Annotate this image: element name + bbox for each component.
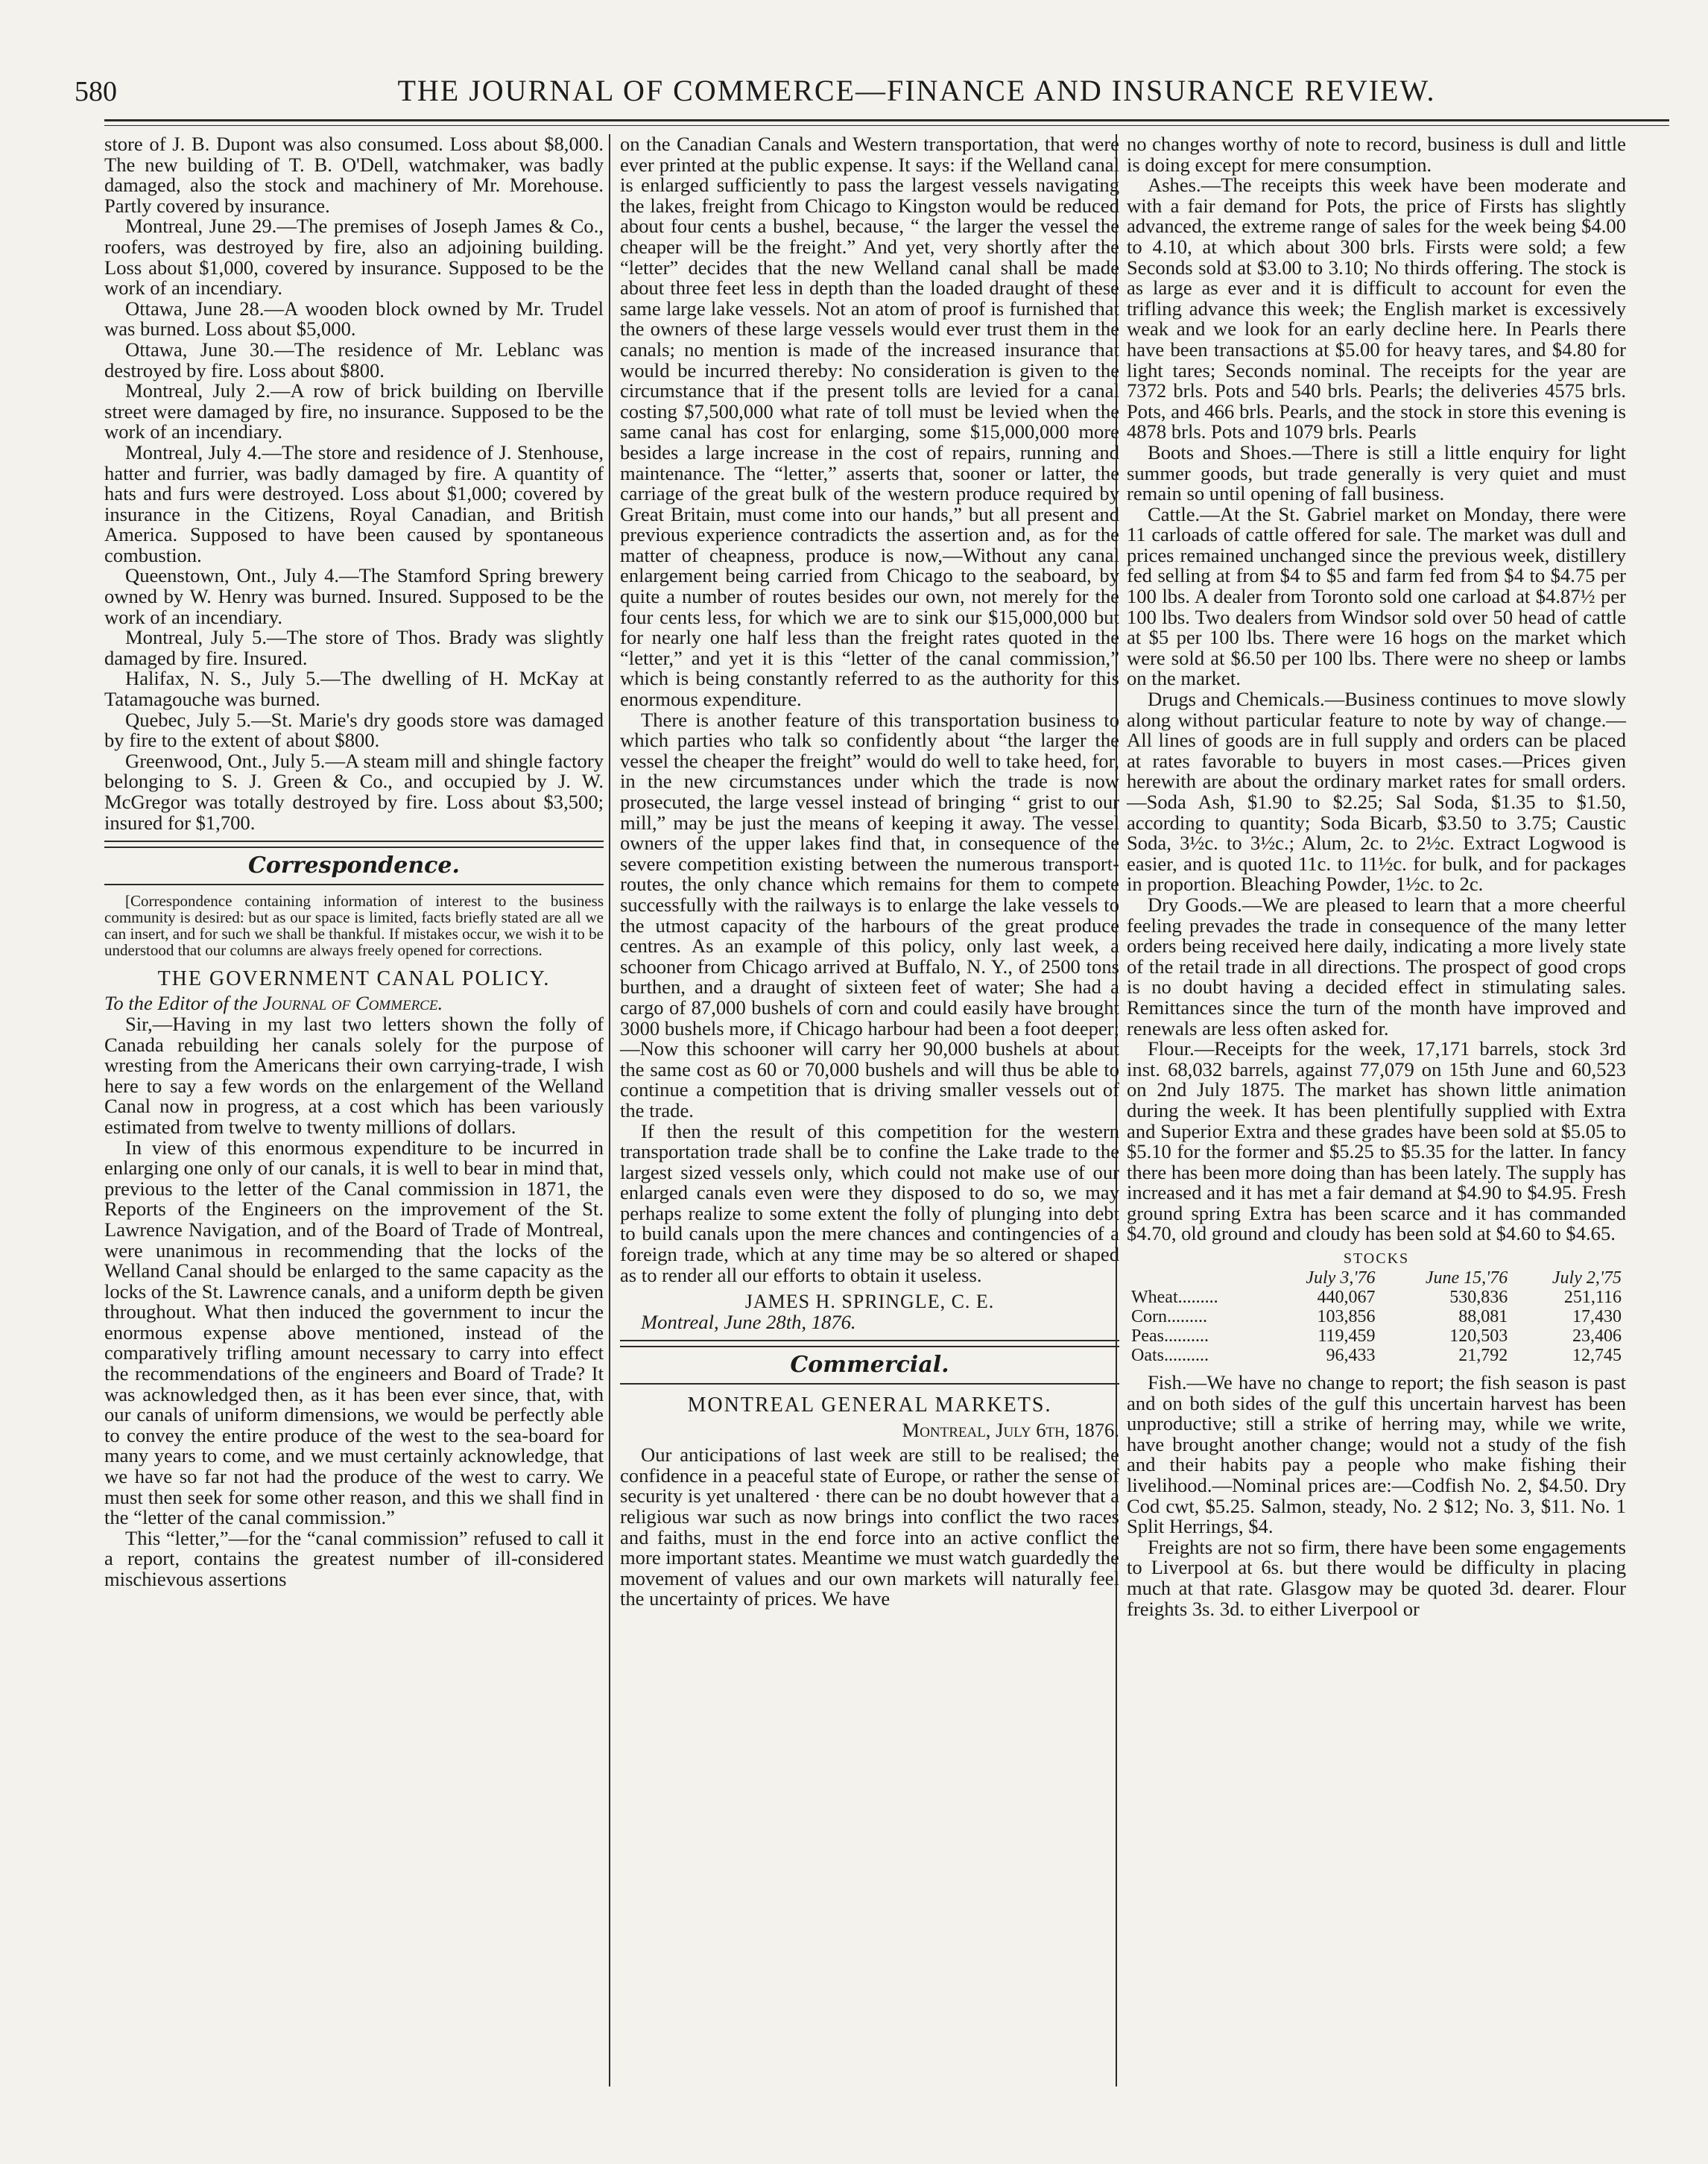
column-divider-1 — [609, 134, 610, 2087]
stocks-row-label: Wheat......... — [1131, 1288, 1218, 1308]
correspondence-heading: Correspondence. — [248, 852, 460, 879]
table-row — [1127, 1288, 1626, 1307]
letter-paragraph: on the Canadian Canals and Western transportation, that were ever printed at the public expense. It says: if the Welland canal is enlarged sufficiently to pass the largest vessels navigating the lakes, freight from Chicago to Kingston would be reduced about four cents a bushel, because, “ the larger the vessel the cheaper will be the freight.” And yet, very shortly after the “letter” decides that the new Welland canal shall be made about three feet less in depth than the loaded draught of these same large lake vessels. Not an atom of proof is furnished that the owners of these large vessels would ever trust them in the canals; no mention is made of the increased insurance that would be incurred thereby: No consideration is given to the circumstance that if the present tolls are levied for a canal costing $7,500,000 what rate of toll must be levied when the same canal has cost for enlarging, some $15,000,000 more besides a large increase in the cost of repairs, running and maintenance. The “letter,” asserts that, sooner or latter, the carriage of the great bulk of the western produce required by Great Britain, must come into our hands,” but all present and previous experience contradicts the assertion and, as for the matter of cheapness, produce is now,—Without any canal enlargement being carried from Chicago to the seaboard, by quite a number of routes besides our own, not merely for the four cents less, for which we are to sink our $15,000,000 but for nearly one half less than the freight rates quoted in the “letter,” and yet it is this “letter of the canal commission,” which is being constantly referred to as the authority for this enormous expenditure. — [620, 133, 1119, 711]
market-paragraph: Drugs and Chemicals.—Business continues to move slowly along without particular feature to note by way of change.—All lines of goods are in full supply and orders can be placed at rates favorable to buyers in most cases.—Prices given herewith are about the ordinary market rates for small orders.—Soda Ash, $1.90 to $2.25; Sal Soda, $1.35 to $1.50, according to quantity; Soda Bicarb, $3.50 to 3.75; Caustic Soda, 3½c. to 3½c.; Alum, 2c. to 2½c. Extract Logwood is easier, and is quoted 11c. to 11½c. for bulk, and for packages in proportion. Bleaching Powder, 1½c. to 2c. — [1127, 688, 1626, 896]
stocks-cell: 23,406 — [1572, 1326, 1622, 1347]
stocks-cell: 12,745 — [1572, 1346, 1622, 1366]
fire-item: Montreal, July 2.—A row of brick building on Iberville street were damaged by fire, no insurance. Supposed to be the work of an incendiary. — [104, 379, 604, 443]
market-paragraph: Freights are not so firm, there have been some engagements to Liverpool at 6s. but there would be difficulty in placing much at that rate. Glasgow may be quoted 3d. dearer. Flour freights 3s. 3d. to either Liverpool or — [1127, 1535, 1626, 1620]
markets-dateline: Montreal, July 6th, 1876. — [902, 1418, 1119, 1441]
stocks-header-row — [1127, 1268, 1626, 1288]
fire-item: Montreal, June 29.—The premises of Joseph James & Co., roofers, was destroyed by fire, also an adjoining building. Loss about $1,000, covered by insurance. Supposed to be the work of an incendiary. — [104, 215, 604, 300]
letter-paragraph: Sir,—Having in my last two letters shown the folly of Canada rebuilding her canals solely for the purpose of wresting from the Americans their own carrying-trade, I wish here to say a few words on the enlargement of the Welland Canal now in progress, at a cost which has been variously estimated from twelve to twenty millions of dollars. — [104, 1012, 604, 1138]
stocks-cell: 120,503 — [1449, 1326, 1508, 1347]
fire-item: Halifax, N. S., July 5.—The dwelling of H. McKay at Tatamagouche was burned. — [104, 667, 604, 711]
letter-signature: JAMES H. SPRINGLE, C. E. — [744, 1291, 995, 1313]
stocks-column-header: June 15,'76 — [1425, 1268, 1508, 1288]
letter-paragraph: This “letter,”—for the “canal commission” refused to call it a report, contains the greatest number of ill-considered mischievous assertions — [104, 1526, 604, 1590]
market-paragraph: no changes worthy of note to record, business is dull and little is doing except for mere consumption. — [1127, 133, 1626, 176]
editor-note: [Correspondence containing information of interest to the business community is desired: but as our space is limited, facts briefly stated are all we can insert, and for such we shall be thankful. If mistakes occur, we wish it to be understood that our columns are always freely opened for corrections. — [104, 891, 604, 959]
fire-item: Queenstown, Ont., July 4.—The Stamford Spring brewery owned by W. Henry was burned. Insured. Supposed to be the work of an incendiary. — [104, 564, 604, 628]
commercial-heading: Commercial. — [790, 1352, 949, 1379]
column-3 — [1127, 134, 1626, 1619]
table-row — [1127, 1326, 1626, 1346]
market-paragraph: Dry Goods.—We are pleased to learn that a more cheerful feeling prevades the trade in consequence of the many letter orders being received here daily, indicating a more lively state of the retail trade in all directions. The prospect of good crops is no doubt having a decided effect in stimulating sales. Remittances since the turn of the month have improved and renewals are less often asked for. — [1127, 893, 1626, 1040]
column-1 — [104, 134, 604, 1590]
fire-items — [104, 134, 604, 833]
letter-address — [104, 993, 604, 1014]
page-number: 580 — [75, 76, 117, 107]
stocks-cell: 88,081 — [1458, 1307, 1508, 1327]
markets-intro: Our anticipations of last week are still to be realised; the confidence in a peaceful state of Europe, or rather the sense of security is yet unaltered · there can be no doubt however that a religious war such as now brings into conflict the two races and faiths, must in the end force into an active conflict the more important states. Meantime we must watch guardedly the movement of values and our own markets will naturally feel the uncertainty of prices. We have — [620, 1443, 1119, 1610]
column-2 — [620, 134, 1119, 1610]
stocks-cell: 21,792 — [1458, 1346, 1508, 1366]
fire-item: Ottawa, June 28.—A wooden block owned by Mr. Trudel was burned. Loss about $5,000. — [104, 297, 604, 341]
market-paragraph: Fish.—We have no change to report; the fish season is past and on both sides of the gulf this uncertain harvest has been unproductive; still a strike of herring may, while we write, have brought another change; would not a study of the fish and their habits pay a people who make fishing their livelihood.—Nominal prices are:—Codfish No. 2, $4.50. Dry Cod cwt, $5.25. Salmon, steady, No. 2 $12; No. 3, $11. No. 1 Split Herrings, $4. — [1127, 1371, 1626, 1538]
stocks-cell: 17,430 — [1572, 1307, 1622, 1327]
market-paragraph: Ashes.—The receipts this week have been moderate and with a fair demand for Pots, the price of Firsts has slightly advanced, the extreme range of sales for the week being $4.00 to 4.10, at which about 300 brls. Firsts were sold; a few Seconds sold at $3.00 to 3.10; No thirds offering. The stock is as large as ever and it is difficult to account for even the trifling advance this week; the English market is excessively weak and we look for an early decline here. In Pearls there have been transactions at $5.00 for heavy tares, and $4.80 for light tares; Seconds nominal. The receipts for the year are 7372 brls. Pots and 540 brls. Pearls; the deliveries 4575 brls. Pots, and 466 brls. Pearls, and the stock in store this evening is 4878 brls. Pots and 1079 brls. Pearls — [1127, 174, 1626, 443]
markets-title: MONTREAL GENERAL MARKETS. — [687, 1393, 1052, 1417]
stocks-row-label: Peas.......... — [1131, 1326, 1209, 1347]
header-rule-bottom — [104, 125, 1669, 126]
letter-address-journal: Journal of Commerce. — [262, 992, 443, 1015]
fire-item: Quebec, July 5.—St. Marie's dry goods store was damaged by fire to the extent of about $800. — [104, 708, 604, 752]
stocks-cell: 440,067 — [1317, 1288, 1376, 1308]
section-rule — [104, 884, 604, 885]
section-rule — [620, 1383, 1119, 1385]
fire-item: store of J. B. Dupont was also consumed. Loss about $8,000. The new building of T. B. O'Dell, watchmaker, was badly damaged, also the stock and machinery of Mr. Morehouse. Partly covered by insurance. — [104, 133, 604, 217]
section-rule — [104, 841, 604, 848]
letter-paragraph: If then the result of this competition for the western transportation trade shall be to confine the Lake trade to the largest sized vessels only, which could not make use of our enlarged canals even were they disposed to do so, we may perhaps realize to some extent the folly of plunging into debt to build canals upon the mere chances and contingencies of a foreign trade, which at any time may be so altered or shaped as to render all our efforts to obtain it useless. — [620, 1119, 1119, 1286]
stocks-cell: 119,459 — [1318, 1326, 1376, 1347]
fire-item: Ottawa, June 30.—The residence of Mr. Leblanc was destroyed by fire. Loss about $800. — [104, 338, 604, 382]
stocks-row-label: Oats.......... — [1131, 1346, 1209, 1366]
fire-item: Montreal, July 4.—The store and residence of J. Stenhouse, hatter and furrier, was badly damaged by fire. A quantity of hats and furs were destroyed. Loss about $1,000; covered by insurance in the Citizens, Royal Canadian, and British America. Supposed to have been caused by spontaneous combustion. — [104, 440, 604, 566]
market-paragraph: Flour.—Receipts for the week, 17,171 barrels, stock 3rd inst. 68,032 barrels, against 77,079 on 15th June and 60,523 on 2nd July 1875. The market has shown little animation during the week. It has been plentifully supplied with Extra and Superior Extra and these grades have been sold at $5.05 to $5.10 for the former and $5.25 to $5.35 for the latter. In fancy there has been more doing than has been lately. The supply has increased and it has met a fair demand at $4.90 to $4.95. Fresh ground spring Extra has been scarce and it has commanded $4.70, old ground and cloudy has been sold at $4.60 to $4.65. — [1127, 1037, 1626, 1245]
stocks-column-header: July 3,'76 — [1306, 1268, 1376, 1288]
page-header — [75, 73, 1669, 118]
stocks-title: STOCKS — [1343, 1250, 1410, 1268]
running-title: THE JOURNAL OF COMMERCE—FINANCE AND INSURANCE REVIEW. — [397, 74, 1436, 107]
stocks-row-label: Corn......... — [1131, 1307, 1207, 1327]
letter-paragraph: In view of this enormous expenditure to be incurred in enlarging one only of our canals, it is well to bear in mind that, previous to the letter of the Canal commission in 1871, the Reports of the Engineers on the improvement of the St. Lawrence Navigation, and of the Board of Trade of Montreal, were unanimous in recommending that the locks of the Welland Canal should be enlarged to the same capacity as the locks of the St. Lawrence canals, and a uniform depth be given throughout. What then induced the government to incur the enormous expense above mentioned, instead of the comparatively trifling amount necessary to carry into effect the recommendations of the engineers and Board of Trade? It was acknowledged then, as it has been ever since, that, with our canals of uniform dimensions, we would be perfectly able to convey the entire produce of the west to the sea-board for many years to come, and we must certainly acknowledge, that we have so far not had the produce of the west to carry. We must then seek for some other reason, and this we shall find in the “letter of the canal commission.” — [104, 1136, 604, 1529]
stocks-column-header: July 2,'75 — [1552, 1268, 1622, 1288]
table-row — [1127, 1307, 1626, 1326]
table-row — [1127, 1346, 1626, 1365]
stocks-cell: 251,116 — [1563, 1288, 1622, 1308]
stocks-cell: 96,433 — [1326, 1346, 1376, 1366]
letter-place-date: Montreal, June 28th, 1876. — [641, 1310, 856, 1333]
stocks-cell: 530,836 — [1449, 1288, 1508, 1308]
market-paragraph: Boots and Shoes.—There is still a little enquiry for light summer goods, but trade generally is very quiet and must remain so until opening of fall business. — [1127, 440, 1626, 505]
fire-item: Greenwood, Ont., July 5.—A steam mill and shingle factory belonging to S. J. Green & Co., and occupied by J. W. McGregor was totally destroyed by fire. Loss about $3,500; insured for $1,700. — [104, 749, 604, 834]
letter-title: THE GOVERNMENT CANAL POLICY. — [157, 966, 551, 990]
stocks-header-blank — [1127, 1268, 1266, 1288]
letter-paragraph: There is another feature of this transportation business to which parties who talk so confidently about “the larger the vessel the cheaper the freight” would do well to take heed, for, in the new circumstances under which the trade is now prosecuted, the large vessel instead of bringing “ grist to our mill,” may be just the means of keeping it away. The vessel owners of the upper lakes find that, in consequence of the severe competition existing between the numerous transport-routes, the only chance which remains for them to compete successfully with the railways is to enlarge the lake vessels to the utmost capacity of the harbours of the great produce centres. As an example of this policy, only last week, a schooner from Chicago arrived at Buffalo, N. Y., of 2500 tons burthen, and a draught of sixteen feet of water; She had a cargo of 87,000 bushels of corn and could easily have brought 3000 bushels more, if Chicago harbour had been a foot deeper;—Now this schooner will carry her 90,000 bushels at about the same cost as 60 or 70,000 bushels and will thus be able to continue a competition that is driving smaller vessels out of the trade. — [620, 708, 1119, 1121]
stocks-cell: 103,856 — [1317, 1307, 1376, 1327]
fire-item: Montreal, July 5.—The store of Thos. Brady was slightly damaged by fire. Insured. — [104, 626, 604, 669]
letter-address-prefix: To the Editor of the — [104, 992, 258, 1015]
header-rule-top — [104, 119, 1669, 121]
stocks-table — [1127, 1249, 1626, 1365]
stocks-title-row — [1127, 1249, 1626, 1268]
section-rule — [620, 1340, 1119, 1347]
market-paragraph: Cattle.—At the St. Gabriel market on Monday, there were 11 carloads of cattle offered for sale. The market was dull and prices remained unchanged since the previous week, distillery fed selling at from $4 to $5 and farm fed from $4 to $4.75 per 100 lbs. A dealer from Toronto sold one carload at $4.87½ per 100 lbs. Two dealers from Windsor sold over 50 head of cattle at $5 per 100 lbs. There were 16 hogs on the market which were sold at $6.50 per 100 lbs. There were no sheep or lambs on the market. — [1127, 502, 1626, 690]
